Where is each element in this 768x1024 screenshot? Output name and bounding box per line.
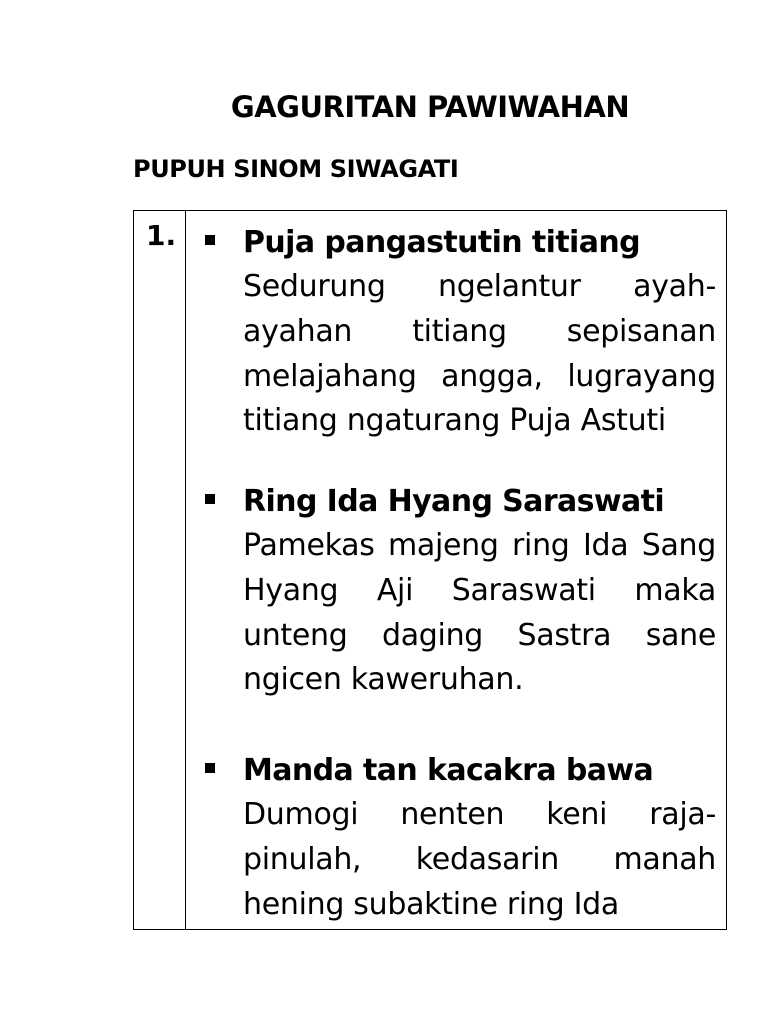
square-bullet-icon — [205, 494, 215, 504]
square-bullet-icon — [205, 235, 215, 245]
document-title: GAGURITAN PAWIWAHAN — [230, 90, 630, 124]
number-column — [134, 211, 186, 929]
square-bullet-icon — [205, 763, 215, 773]
verse-table — [133, 210, 727, 930]
stanza-heading: Ring Ida Hyang Saraswati — [243, 484, 665, 519]
stanza-heading: Manda tan kacakra bawa — [243, 753, 654, 788]
document-subtitle: PUPUH SINOM SIWAGATI — [133, 155, 459, 183]
verse-content-column — [186, 211, 726, 929]
stanza-body: Pamekas majeng ring Ida Sang Hyang Aji Saraswati maka unteng daging Sastra sane ngicen kaweruhan. — [243, 528, 716, 698]
stanza-body: Dumogi nenten keni raja-pinulah, kedasarin manah hening subaktine ring Ida — [243, 797, 716, 922]
stanza-heading: Puja pangastutin titiang — [243, 225, 641, 260]
stanza-body: Sedurung ngelantur ayah-ayahan titiang sepisanan melajahang angga, lugrayang titiang ngaturang Puja Astuti — [243, 269, 716, 439]
row-number: 1. — [146, 219, 177, 252]
